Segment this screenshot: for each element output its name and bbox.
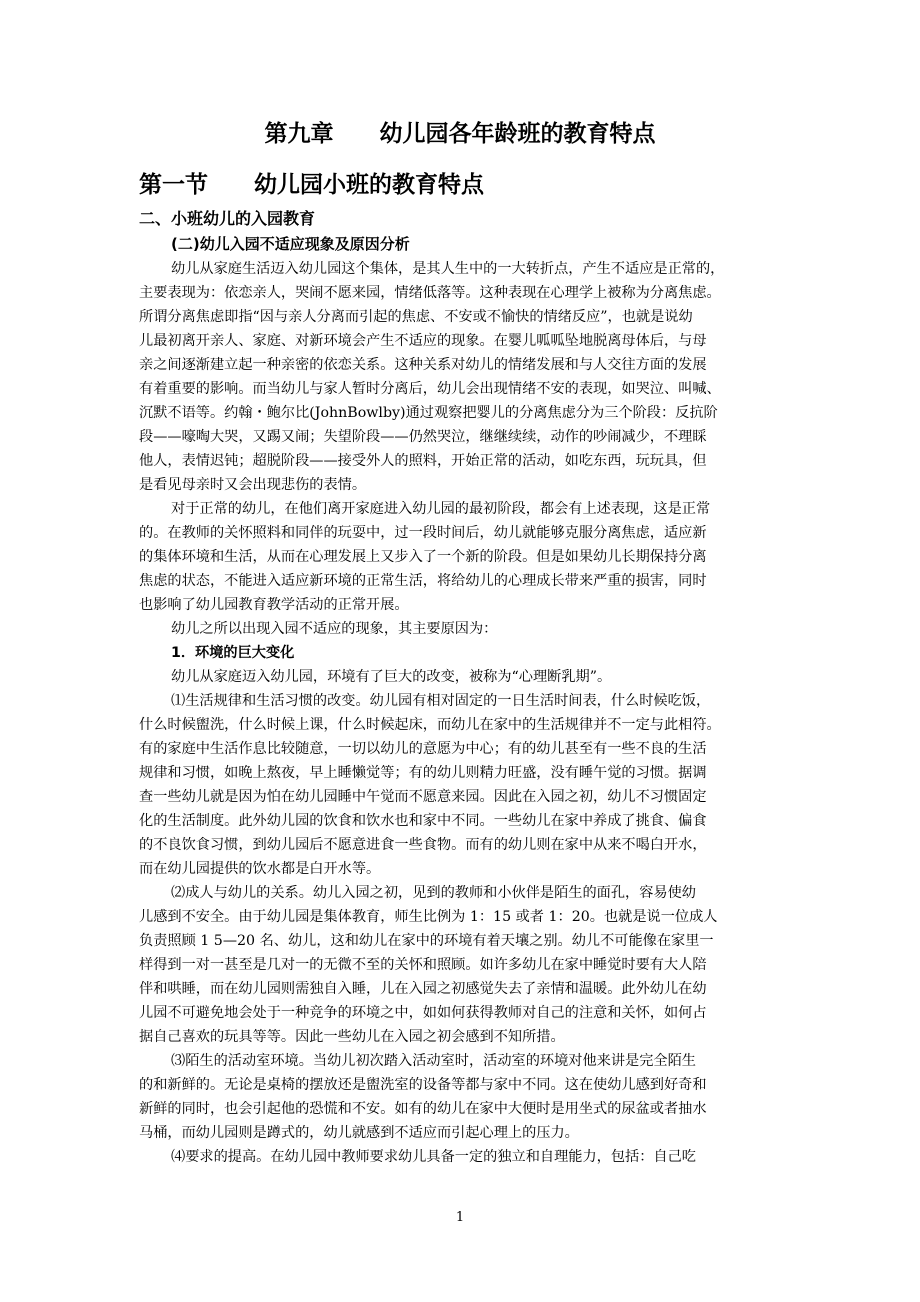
text-line: ⑵成人与幼儿的关系。幼儿入园之初，见到的教师和小伙伴是陌生的面孔，容易使幼 bbox=[171, 885, 696, 901]
text-line: ⑶陌生的活动室环境。当幼儿初次踏入活动室时，活动室的环境对他来讲是完全陌生 bbox=[171, 1053, 696, 1069]
text-line: 段——嚎啕大哭，又踢又闹；失望阶段——仍然哭泣，继继续续，动作的吵闹减少，不理睬 bbox=[139, 429, 707, 445]
section-title: 第一节 幼儿园小班的教育特点 bbox=[139, 172, 484, 198]
text-line: 他人，表情迟钝；超脱阶段——接受外人的照料，开始正常的活动，如吃东西，玩玩具，但 bbox=[139, 453, 707, 469]
text-line: 儿园不可避免地会处于一种竞争的环境之中，如如何获得教师对自己的注意和关怀，如何占 bbox=[139, 1005, 707, 1021]
text-line: 的不良饮食习惯，到幼儿园后不愿意进食一些食物。而有的幼儿则在家中从来不喝白开水， bbox=[139, 837, 707, 853]
text-line: 化的生活制度。此外幼儿园的饮食和饮水也和家中不同。一些幼儿在家中养成了挑食、偏食 bbox=[139, 813, 707, 829]
text-line: 也影响了幼儿园教育教学活动的正常开展。 bbox=[139, 597, 409, 613]
text-line: 负责照顾 1 5—20 名、幼儿，这和幼儿在家中的环境有着天壤之别。幼儿不可能像在家里一 bbox=[139, 933, 714, 949]
text-line: 儿最初离开亲人、家庭、对新环境会产生不适应的现象。在婴儿呱呱坠地脱离母体后，与母 bbox=[139, 333, 707, 349]
text-line: 据自己喜欢的玩具等等。因此一些幼儿在入园之初会感到不知所措。 bbox=[139, 1029, 565, 1045]
text-line: 样得到一对一甚至是几对一的无微不至的关怀和照顾。如许多幼儿在家中睡觉时要有大人陪 bbox=[139, 957, 707, 973]
text-line: ⑴生活规律和生活习惯的改变。幼儿园有相对固定的一日生活时间表，什么时候吃饭， bbox=[171, 693, 711, 709]
text-line: 的和新鲜的。无论是桌椅的摆放还是盥洗室的设备等都与家中不同。这在使幼儿感到好奇和 bbox=[139, 1077, 707, 1093]
text-line: 儿感到不安全。由于幼儿园是集体教育，师生比例为 1：15 或者 1：20。也就是说一位成人 bbox=[139, 909, 718, 925]
text-line: 幼儿从家庭迈入幼儿园，环境有了巨大的改变，被称为“心理断乳期”。 bbox=[171, 669, 612, 685]
text-line: 是看见母亲时又会出现悲伤的表情。 bbox=[139, 477, 367, 493]
text-line: 幼儿从家庭生活迈入幼儿园这个集体，是其人生中的一大转折点，产生不适应是正常的， bbox=[171, 261, 725, 277]
text-line: 所谓分离焦虑即指“因与亲人分离而引起的焦虑、不安或不愉快的情绪反应”，也就是说幼 bbox=[139, 309, 693, 325]
text-line: ⑷要求的提高。在幼儿园中教师要求幼儿具备一定的独立和自理能力，包括：自己吃 bbox=[171, 1149, 696, 1165]
text-line: 规律和习惯，如晚上熬夜，早上睡懒觉等；有的幼儿则精力旺盛，没有睡午觉的习惯。据调 bbox=[139, 765, 707, 781]
text-line: 新鲜的同时，也会引起他的恐慌和不安。如有的幼儿在家中大便时是用坐式的尿盆或者抽水 bbox=[139, 1101, 707, 1117]
text-line: 焦虑的状态，不能进入适应新环境的正常生活，将给幼儿的心理成长带来严重的损害，同时 bbox=[139, 573, 707, 589]
page-number: 1 bbox=[455, 1210, 465, 1225]
text-line: 主要表现为：依恋亲人，哭闹不愿来园，情绪低落等。这种表现在心理学上被称为分离焦虑。 bbox=[139, 285, 721, 301]
text-line: 幼儿之所以出现入园不适应的现象，其主要原因为： bbox=[171, 621, 498, 637]
text-line: 沉默不语等。约翰・鲍尔比(JohnBowlby)通过观察把婴儿的分离焦虑分为三个阶段：反抗阶 bbox=[139, 405, 718, 421]
list-heading: 1．环境的巨大变化 bbox=[171, 645, 295, 661]
text-line: 什么时候盥洗，什么时候上课，什么时候起床，而幼儿在家中的生活规律并不一定与此相符。 bbox=[139, 717, 721, 733]
text-line: 有的家庭中生活作息比较随意，一切以幼儿的意愿为中心；有的幼儿甚至有一些不良的生活 bbox=[139, 741, 707, 757]
text-line: 的集体环境和生活，从而在心理发展上又步入了一个新的阶段。但是如果幼儿长期保持分离 bbox=[139, 549, 707, 565]
text-line: 对于正常的幼儿，在他们离开家庭进入幼儿园的最初阶段，都会有上述表现，这是正常 bbox=[171, 501, 711, 517]
sub-subsection-heading: (二)幼儿入园不适应现象及原因分析 bbox=[171, 235, 410, 253]
chapter-title: 第九章 幼儿园各年龄班的教育特点 bbox=[264, 121, 656, 147]
text-line: 而在幼儿园提供的饮水都是白开水等。 bbox=[139, 861, 381, 877]
text-line: 有着重要的影响。而当幼儿与家人暂时分离后，幼儿会出现情绪不安的表现，如哭泣、叫喊、 bbox=[139, 381, 721, 397]
text-line: 伴和哄睡，而在幼儿园则需独自入睡，儿在入园之初感觉失去了亲情和温暖。此外幼儿在幼 bbox=[139, 981, 707, 997]
body-text bbox=[139, 257, 799, 1169]
text-line: 的。在教师的关怀照料和同伴的玩耍中，过一段时间后，幼儿就能够克服分离焦虑，适应新 bbox=[139, 525, 707, 541]
text-line: 亲之间逐渐建立起一种亲密的依恋关系。这种关系对幼儿的情绪发展和与人交往方面的发展 bbox=[139, 357, 707, 373]
text-line: 马桶，而幼儿园则是蹲式的，幼儿就感到不适应而引起心理上的压力。 bbox=[139, 1125, 579, 1141]
text-line: 查一些幼儿就是因为怕在幼儿园睡中午觉而不愿意来园。因此在入园之初，幼儿不习惯固定 bbox=[139, 789, 707, 805]
subsection-heading: 二、小班幼儿的入园教育 bbox=[139, 209, 316, 228]
